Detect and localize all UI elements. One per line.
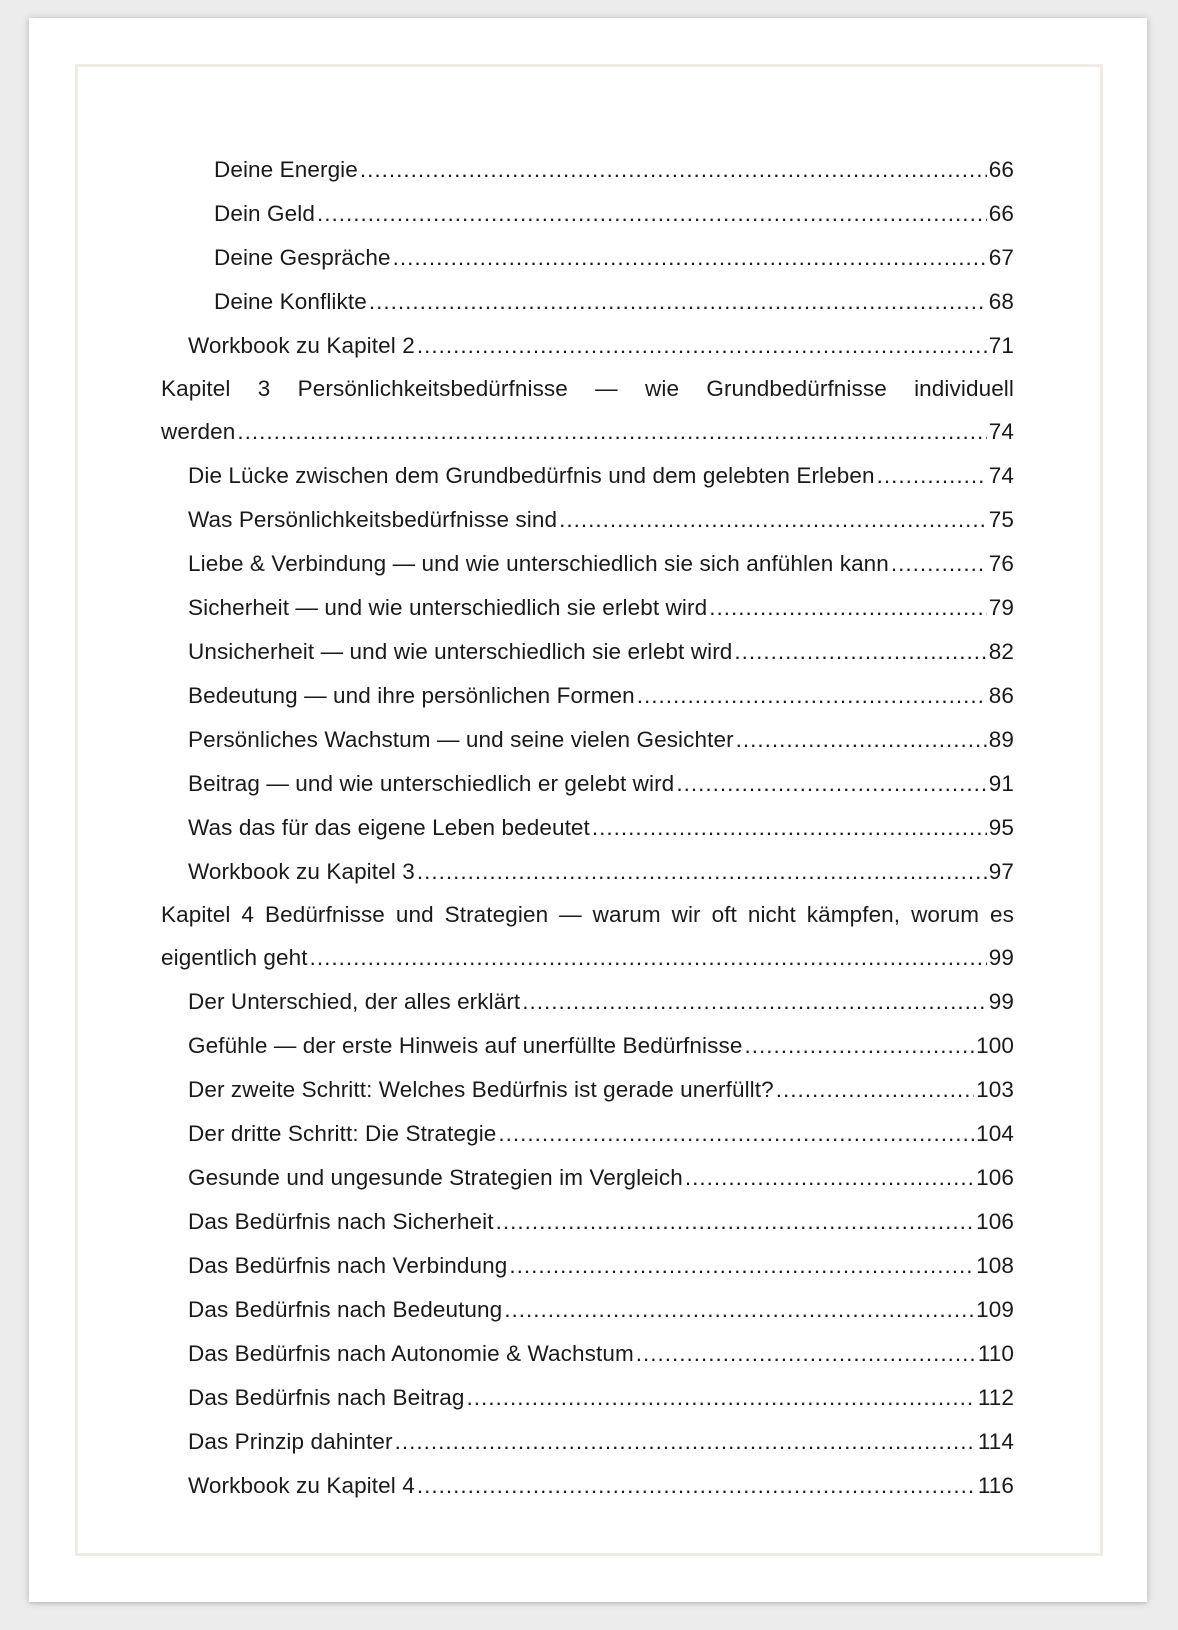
toc-leader bbox=[417, 333, 987, 359]
toc-leader bbox=[360, 157, 987, 183]
toc-entry[interactable] bbox=[161, 1112, 1014, 1156]
toc-leader bbox=[369, 289, 987, 315]
toc-leader bbox=[504, 1297, 974, 1323]
toc-entry[interactable] bbox=[161, 1376, 1014, 1420]
toc-leader bbox=[709, 595, 987, 621]
toc-entry-page: 106 bbox=[976, 1165, 1014, 1190]
toc-entry-page: 75 bbox=[988, 507, 1014, 532]
toc-leader bbox=[467, 1385, 976, 1411]
toc-leader bbox=[317, 201, 987, 227]
toc-leader bbox=[522, 989, 986, 1015]
toc-entry-title: Die Lücke zwischen dem Grundbedürfnis und dem gelebten Erleben bbox=[188, 463, 875, 488]
toc-entry-page: 66 bbox=[988, 157, 1014, 182]
toc-entry-title: Sicherheit — und wie unterschiedlich sie erlebt wird bbox=[188, 595, 708, 620]
toc-chapter-4-entries bbox=[161, 980, 1014, 1508]
toc-entry[interactable] bbox=[161, 1332, 1014, 1376]
toc-leader bbox=[636, 1341, 976, 1367]
toc-leader bbox=[877, 463, 987, 489]
toc-entry[interactable] bbox=[161, 1200, 1014, 1244]
toc-leader bbox=[676, 771, 986, 797]
toc-entry-title: Der dritte Schritt: Die Strategie bbox=[188, 1121, 497, 1146]
toc-entry-page: 71 bbox=[988, 333, 1014, 358]
toc-entry-title: Persönliches Wachstum — und seine vielen Gesichter bbox=[188, 727, 734, 752]
toc-entry[interactable] bbox=[161, 980, 1014, 1024]
toc-chapter-heading-line1 bbox=[161, 368, 1014, 410]
toc-leader bbox=[496, 1209, 975, 1235]
toc-entry[interactable] bbox=[161, 498, 1014, 542]
toc-leader bbox=[744, 1033, 974, 1059]
toc-entry[interactable] bbox=[161, 1244, 1014, 1288]
toc-entry[interactable] bbox=[161, 192, 1014, 236]
toc-entry-page: 116 bbox=[977, 1473, 1014, 1498]
toc-entry-page: 91 bbox=[988, 771, 1014, 796]
toc-entry-title: Das Prinzip dahinter bbox=[188, 1429, 393, 1454]
toc-chapter-4[interactable] bbox=[161, 894, 1014, 980]
toc-entry-page: 110 bbox=[977, 1341, 1014, 1366]
toc-entry-title: Das Bedürfnis nach Bedeutung bbox=[188, 1297, 503, 1322]
toc-chapter-heading-line1 bbox=[161, 894, 1014, 936]
toc-leader bbox=[685, 1165, 974, 1191]
toc-entry[interactable] bbox=[161, 1068, 1014, 1112]
toc-entry-page: 89 bbox=[988, 727, 1014, 752]
toc-entry-title: Dein Geld bbox=[214, 201, 315, 226]
toc-entry-title: Unsicherheit — und wie unterschiedlich sie erlebt wird bbox=[188, 639, 733, 664]
toc-leader bbox=[559, 507, 987, 533]
toc-entry-page: 76 bbox=[988, 551, 1014, 576]
toc-entry[interactable] bbox=[161, 762, 1014, 806]
toc-entry[interactable] bbox=[161, 630, 1014, 674]
toc-leader bbox=[393, 245, 987, 271]
toc-entry-title: Das Bedürfnis nach Beitrag bbox=[188, 1385, 465, 1410]
toc-entry[interactable] bbox=[161, 718, 1014, 762]
toc-chapter-3-entries bbox=[161, 454, 1014, 894]
toc-leader bbox=[736, 727, 987, 753]
toc-chapter-heading-line2 bbox=[161, 410, 1014, 454]
toc-entry-title: Gesunde und ungesunde Strategien im Vergleich bbox=[188, 1165, 683, 1190]
toc-entry-page: 99 bbox=[988, 945, 1014, 970]
toc-leader bbox=[417, 859, 987, 885]
toc-entry-page: 104 bbox=[976, 1121, 1014, 1146]
toc-entry[interactable] bbox=[161, 1420, 1014, 1464]
toc-entry-title: Bedeutung — und ihre persönlichen Formen bbox=[188, 683, 635, 708]
toc-entry-title: Deine Konflikte bbox=[214, 289, 367, 314]
toc-entry-page: 106 bbox=[976, 1209, 1014, 1234]
table-of-contents bbox=[161, 148, 1014, 1508]
toc-leader bbox=[637, 683, 987, 709]
toc-chapter-title: Kapitel 4 Bedürfnisse und Strategien — warum wir oft nicht kämpfen, worum es bbox=[161, 902, 1014, 927]
toc-entry-page: 66 bbox=[988, 201, 1014, 226]
toc-entry[interactable] bbox=[161, 324, 1014, 368]
toc-entry[interactable] bbox=[161, 280, 1014, 324]
toc-entry-page: 108 bbox=[976, 1253, 1014, 1278]
toc-chapter-title: Kapitel 3 Persönlichkeitsbedürfnisse — wie Grundbedürfnisse individuell bbox=[161, 376, 1014, 401]
toc-entry-page: 74 bbox=[988, 419, 1014, 444]
toc-entry-title: Das Bedürfnis nach Verbindung bbox=[188, 1253, 508, 1278]
toc-entry[interactable] bbox=[161, 1288, 1014, 1332]
toc-top-entries bbox=[161, 148, 1014, 368]
toc-entry-page: 86 bbox=[988, 683, 1014, 708]
toc-entry-page: 112 bbox=[977, 1385, 1014, 1410]
toc-leader bbox=[734, 639, 986, 665]
toc-entry-page: 82 bbox=[988, 639, 1014, 664]
toc-leader bbox=[310, 945, 987, 971]
toc-entry[interactable] bbox=[161, 850, 1014, 894]
toc-entry-page: 100 bbox=[976, 1033, 1014, 1058]
toc-entry[interactable] bbox=[161, 148, 1014, 192]
toc-entry-title: Das Bedürfnis nach Sicherheit bbox=[188, 1209, 494, 1234]
toc-entry-page: 79 bbox=[988, 595, 1014, 620]
toc-entry-title: Deine Gespräche bbox=[214, 245, 391, 270]
toc-leader bbox=[237, 419, 986, 445]
toc-entry-page: 103 bbox=[976, 1077, 1014, 1102]
toc-entry-title: Workbook zu Kapitel 4 bbox=[188, 1473, 415, 1498]
toc-entry-page: 67 bbox=[988, 245, 1014, 270]
toc-chapter-3[interactable] bbox=[161, 368, 1014, 454]
toc-leader bbox=[592, 815, 987, 841]
toc-entry-title: Workbook zu Kapitel 3 bbox=[188, 859, 415, 884]
toc-entry-page: 97 bbox=[988, 859, 1014, 884]
toc-leader bbox=[509, 1253, 974, 1279]
toc-leader bbox=[498, 1121, 974, 1147]
toc-entry[interactable] bbox=[161, 586, 1014, 630]
toc-entry-title: Das Bedürfnis nach Autonomie & Wachstum bbox=[188, 1341, 634, 1366]
toc-entry[interactable] bbox=[161, 542, 1014, 586]
toc-entry-title: Liebe & Verbindung — und wie unterschiedlich sie sich anfühlen kann bbox=[188, 551, 889, 576]
toc-chapter-heading-line2 bbox=[161, 936, 1014, 980]
toc-entry-page: 68 bbox=[988, 289, 1014, 314]
toc-chapter-title-cont: eigentlich geht bbox=[161, 945, 308, 970]
toc-leader bbox=[395, 1429, 976, 1455]
toc-entry-page: 95 bbox=[988, 815, 1014, 840]
toc-entry-page: 109 bbox=[976, 1297, 1014, 1322]
toc-entry-title: Was das für das eigene Leben bedeutet bbox=[188, 815, 590, 840]
toc-entry-page: 74 bbox=[988, 463, 1014, 488]
toc-entry-title: Gefühle — der erste Hinweis auf unerfüllte Bedürfnisse bbox=[188, 1033, 743, 1058]
toc-entry-title: Der zweite Schritt: Welches Bedürfnis ist gerade unerfüllt? bbox=[188, 1077, 774, 1102]
toc-entry[interactable] bbox=[161, 1464, 1014, 1508]
toc-entry[interactable] bbox=[161, 1024, 1014, 1068]
toc-entry[interactable] bbox=[161, 454, 1014, 498]
toc-entry-page: 114 bbox=[977, 1429, 1014, 1454]
toc-entry[interactable] bbox=[161, 1156, 1014, 1200]
toc-entry-title: Deine Energie bbox=[214, 157, 358, 182]
toc-entry-title: Beitrag — und wie unterschiedlich er gelebt wird bbox=[188, 771, 675, 796]
toc-leader bbox=[891, 551, 987, 577]
toc-entry-title: Workbook zu Kapitel 2 bbox=[188, 333, 415, 358]
toc-entry-page: 99 bbox=[988, 989, 1014, 1014]
toc-entry-title: Was Persönlichkeitsbedürfnisse sind bbox=[188, 507, 558, 532]
toc-entry[interactable] bbox=[161, 806, 1014, 850]
toc-entry-title: Der Unterschied, der alles erklärt bbox=[188, 989, 521, 1014]
toc-entry[interactable] bbox=[161, 236, 1014, 280]
toc-chapter-title-cont: werden bbox=[161, 419, 236, 444]
toc-leader bbox=[776, 1077, 974, 1103]
toc-entry[interactable] bbox=[161, 674, 1014, 718]
toc-leader bbox=[417, 1473, 976, 1499]
